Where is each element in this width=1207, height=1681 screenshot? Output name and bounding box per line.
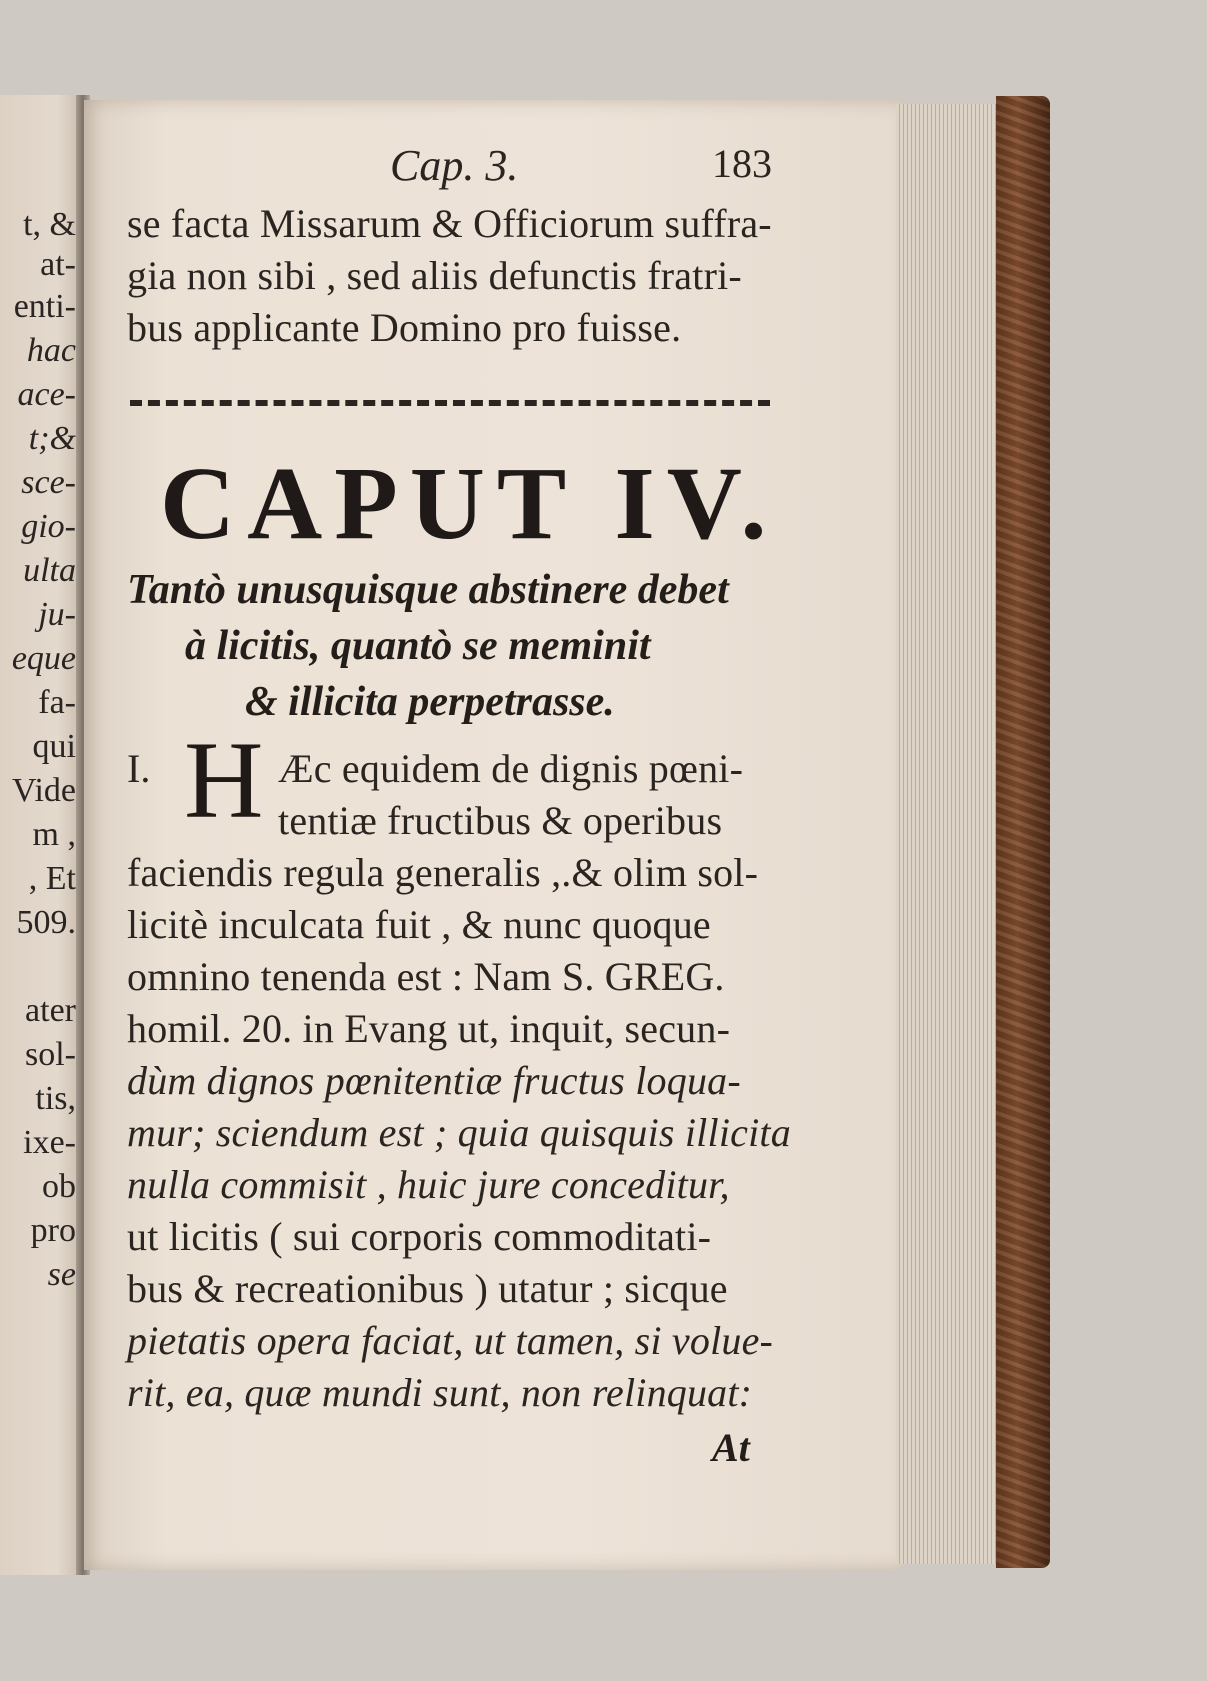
catchword: At — [712, 1425, 750, 1470]
chapter-heading: CAPUT IV. — [160, 446, 779, 561]
left-fragment: ulta — [23, 552, 76, 589]
left-fragment: tis, — [35, 1080, 76, 1117]
page-fore-edge — [896, 104, 996, 1564]
body-line: Æc equidem de dignis pœni- — [278, 746, 744, 791]
left-fragment: 509. — [16, 904, 76, 941]
body-line: tentiæ fructibus & operibus — [278, 798, 723, 843]
body-line: faciendis regula generalis ,.& olim sol- — [127, 850, 759, 895]
chapter-summary-line: & illicita perpetrasse. — [245, 679, 615, 725]
page-number: 183 — [712, 141, 772, 186]
left-fragment: se — [47, 1256, 76, 1293]
left-fragment: ju- — [38, 596, 76, 633]
left-fragment: ob — [42, 1168, 76, 1205]
left-fragment: qui — [32, 728, 76, 765]
left-fragment: sol- — [25, 1036, 76, 1073]
body-line: gia non sibi , sed aliis defunctis fratri- — [127, 253, 742, 298]
body-line: pietatis opera faciat, ut tamen, si volue- — [127, 1318, 774, 1363]
chapter-summary-line: Tantò unusquisque abstinere debet — [127, 567, 729, 613]
left-fragment: gio- — [21, 508, 76, 545]
left-fragment: eque — [11, 640, 76, 677]
paragraph-number: I. — [127, 746, 151, 791]
left-fragment: Vide — [11, 772, 76, 809]
body-line: nulla commisit , huic jure conceditur, — [127, 1162, 730, 1207]
left-fragment: hac — [26, 332, 76, 369]
left-fragment: ater — [25, 992, 76, 1029]
left-fragment: enti- — [13, 288, 76, 325]
body-line: licitè inculcata fuit , & nunc quoque — [127, 902, 711, 947]
left-fragment: ace- — [17, 376, 76, 413]
drop-cap: H — [184, 719, 264, 841]
running-title: Cap. 3. — [390, 141, 519, 190]
chapter-summary-line: à licitis, quantò se meminit — [185, 623, 651, 669]
left-fragment: sce- — [21, 464, 76, 501]
left-facing-page — [0, 95, 82, 1575]
left-fragment: fa- — [38, 684, 76, 721]
left-fragment: at- — [40, 246, 76, 283]
body-line: bus & recreationibus ) utatur ; sicque — [127, 1266, 728, 1311]
body-line: se facta Missarum & Officiorum suffra- — [127, 201, 772, 246]
body-line: mur; sciendum est ; quia quisquis illicita — [127, 1110, 791, 1155]
left-fragment: pro — [30, 1212, 76, 1249]
body-line: omnino tenenda est : Nam S. GREG. — [127, 954, 725, 999]
body-line: bus applicante Domino pro fuisse. — [127, 305, 682, 350]
left-fragment: t;& — [28, 420, 76, 457]
body-line: rit, ea, quæ mundi sunt, non relinquat: — [127, 1370, 753, 1415]
body-line: homil. 20. in Evang ut, inquit, secun- — [127, 1006, 731, 1051]
body-line: ut licitis ( sui corporis commoditati- — [127, 1214, 712, 1259]
leather-cover — [996, 96, 1050, 1568]
left-fragment: t, & — [23, 206, 76, 243]
section-divider — [130, 400, 770, 406]
left-fragment: ixe- — [23, 1124, 76, 1161]
body-line: dùm dignos pœnitentiæ fructus loqua- — [127, 1058, 741, 1103]
left-fragment: m , — [32, 816, 76, 853]
left-fragment: , Et — [28, 860, 76, 897]
